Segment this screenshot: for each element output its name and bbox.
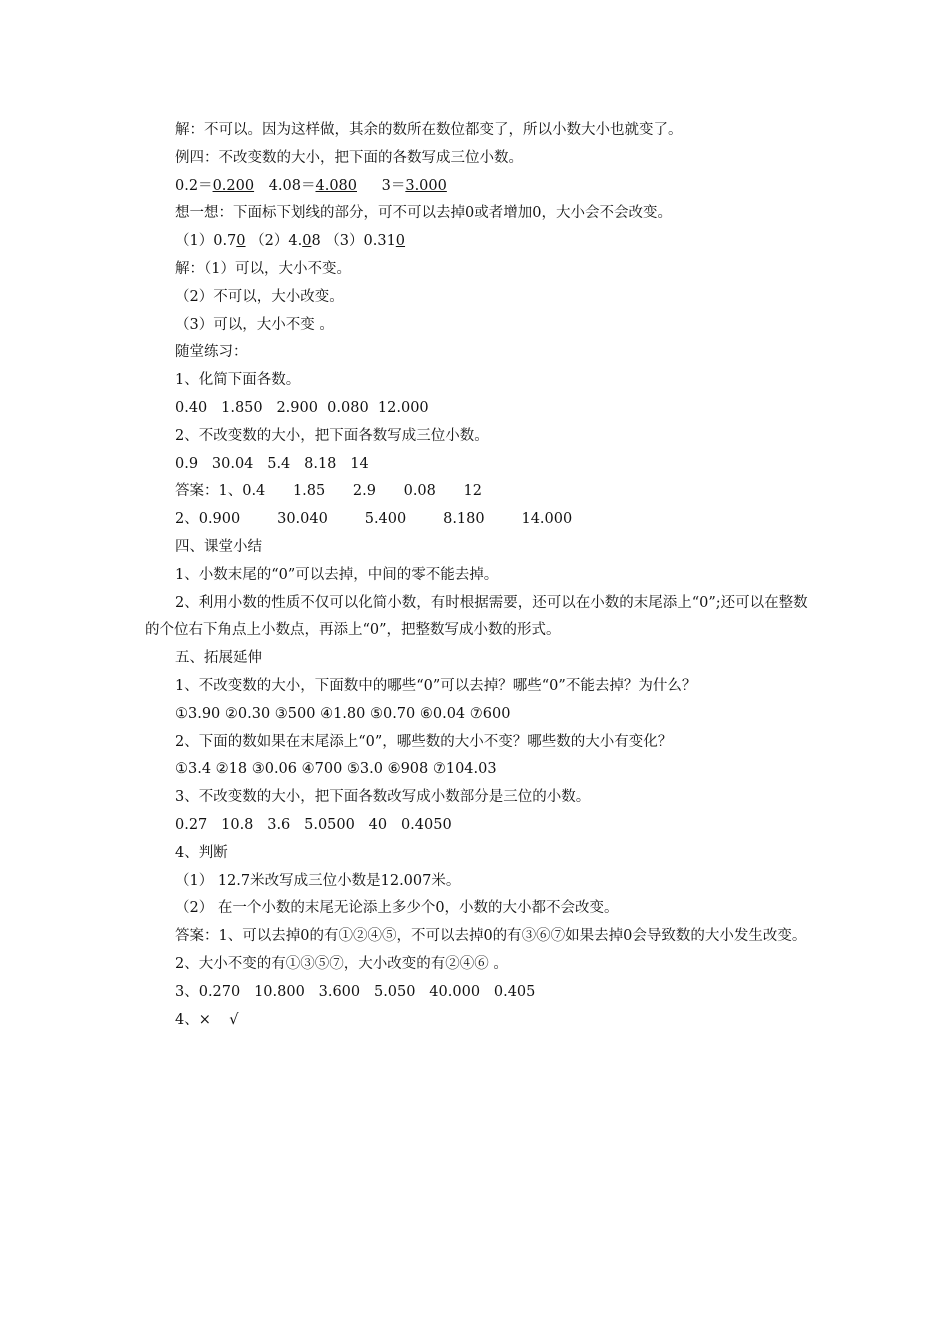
example-equations: [145, 173, 810, 201]
example-heading: 例四：不改变数的大小，把下面的各数写成三位小数。: [175, 149, 523, 166]
think-question: 想一想：下面标下划线的部分，可不可以去掉0或者增加0，大小会不会改变。: [175, 205, 672, 222]
paragraph: （2）不可以，大小改变。: [175, 288, 344, 305]
item-text: （3）0.31: [325, 233, 396, 250]
answer-line: 4、× √: [175, 1011, 239, 1028]
answer-line: 2、大小不变的有①③⑤⑦，大小改变的有②④⑥ 。: [175, 955, 508, 972]
number-list: 0.9 30.04 5.4 8.18 14: [175, 455, 369, 472]
item-text: （2）4.: [250, 233, 303, 250]
answer-line: 2、0.900 30.040 5.400 8.180 14.000: [175, 511, 573, 528]
item-text: 8: [311, 233, 321, 250]
section-heading: 随堂练习：: [175, 344, 248, 361]
number-list: 0.40 1.850 2.900 0.080 12.000: [175, 399, 429, 416]
paragraph: 2、利用小数的性质不仅可以化简小数，有时根据需要，还可以在小数的末尾添上“0”;还可以在整数的个位右下角点上小数点，再添上“0”，把整数写成小数的形式。: [145, 594, 808, 639]
equation-text: 4.08＝: [268, 177, 316, 194]
paragraph: （1） 12.7米改写成三位小数是12.007米。: [175, 872, 461, 889]
item-text: （1）0.7: [175, 233, 237, 250]
think-items: [145, 228, 810, 256]
underlined-digit: 0: [395, 233, 406, 250]
paragraph: 2、下面的数如果在末尾添上“0”，哪些数的大小不变？哪些数的大小有变化？: [175, 733, 673, 750]
answer-paragraph: 答案：1、可以去掉0的有①②④⑤，不可以去掉0的有③⑥⑦如果去掉0会导致数的大小发生改变。: [175, 928, 807, 945]
answer-line: 3、0.270 10.800 3.600 5.050 40.000 0.405: [175, 983, 536, 1000]
paragraph: 解：不可以。因为这样做，其余的数所在数位都变了，所以小数大小也就变了。: [175, 122, 683, 138]
underlined-answer: 0.200: [212, 177, 255, 194]
section-heading: 四、课堂小结: [175, 538, 262, 555]
document-body: [145, 117, 810, 1034]
paragraph: （2） 在一个小数的末尾无论添上多少个0，小数的大小都不会改变。: [175, 900, 619, 917]
underlined-answer: 4.080: [315, 177, 357, 194]
paragraph: 1、化简下面各数。: [175, 372, 301, 389]
section-heading: 五、拓展延伸: [175, 650, 262, 667]
paragraph: （3）可以，大小不变 。: [175, 316, 334, 333]
paragraph: 2、不改变数的大小，把下面各数写成三位小数。: [175, 427, 489, 444]
equation-text: 3＝: [381, 177, 406, 194]
underlined-answer: 3.000: [405, 177, 447, 194]
underlined-digit: 0: [302, 233, 312, 250]
answer-line: 答案：1、0.4 1.85 2.9 0.08 12: [175, 483, 482, 500]
number-list: ①3.90 ②0.30 ③500 ④1.80 ⑤0.70 ⑥0.04 ⑦600: [175, 705, 511, 722]
paragraph: 解：（1）可以，大小不变。: [175, 260, 351, 277]
paragraph: 1、不改变数的大小，下面数中的哪些“0”可以去掉？哪些“0”不能去掉？为什么？: [175, 677, 697, 694]
underlined-digit: 0: [236, 233, 246, 250]
number-list: 0.27 10.8 3.6 5.0500 40 0.4050: [175, 816, 452, 833]
number-list: ①3.4 ②18 ③0.06 ④700 ⑤3.0 ⑥908 ⑦104.03: [175, 761, 497, 778]
paragraph: 3、不改变数的大小，把下面各数改写成小数部分是三位的小数。: [175, 789, 591, 806]
paragraph: 4、判断: [175, 844, 228, 861]
paragraph: 1、小数末尾的“0”可以去掉，中间的零不能去掉。: [175, 566, 499, 583]
equation-text: 0.2＝: [175, 177, 213, 194]
